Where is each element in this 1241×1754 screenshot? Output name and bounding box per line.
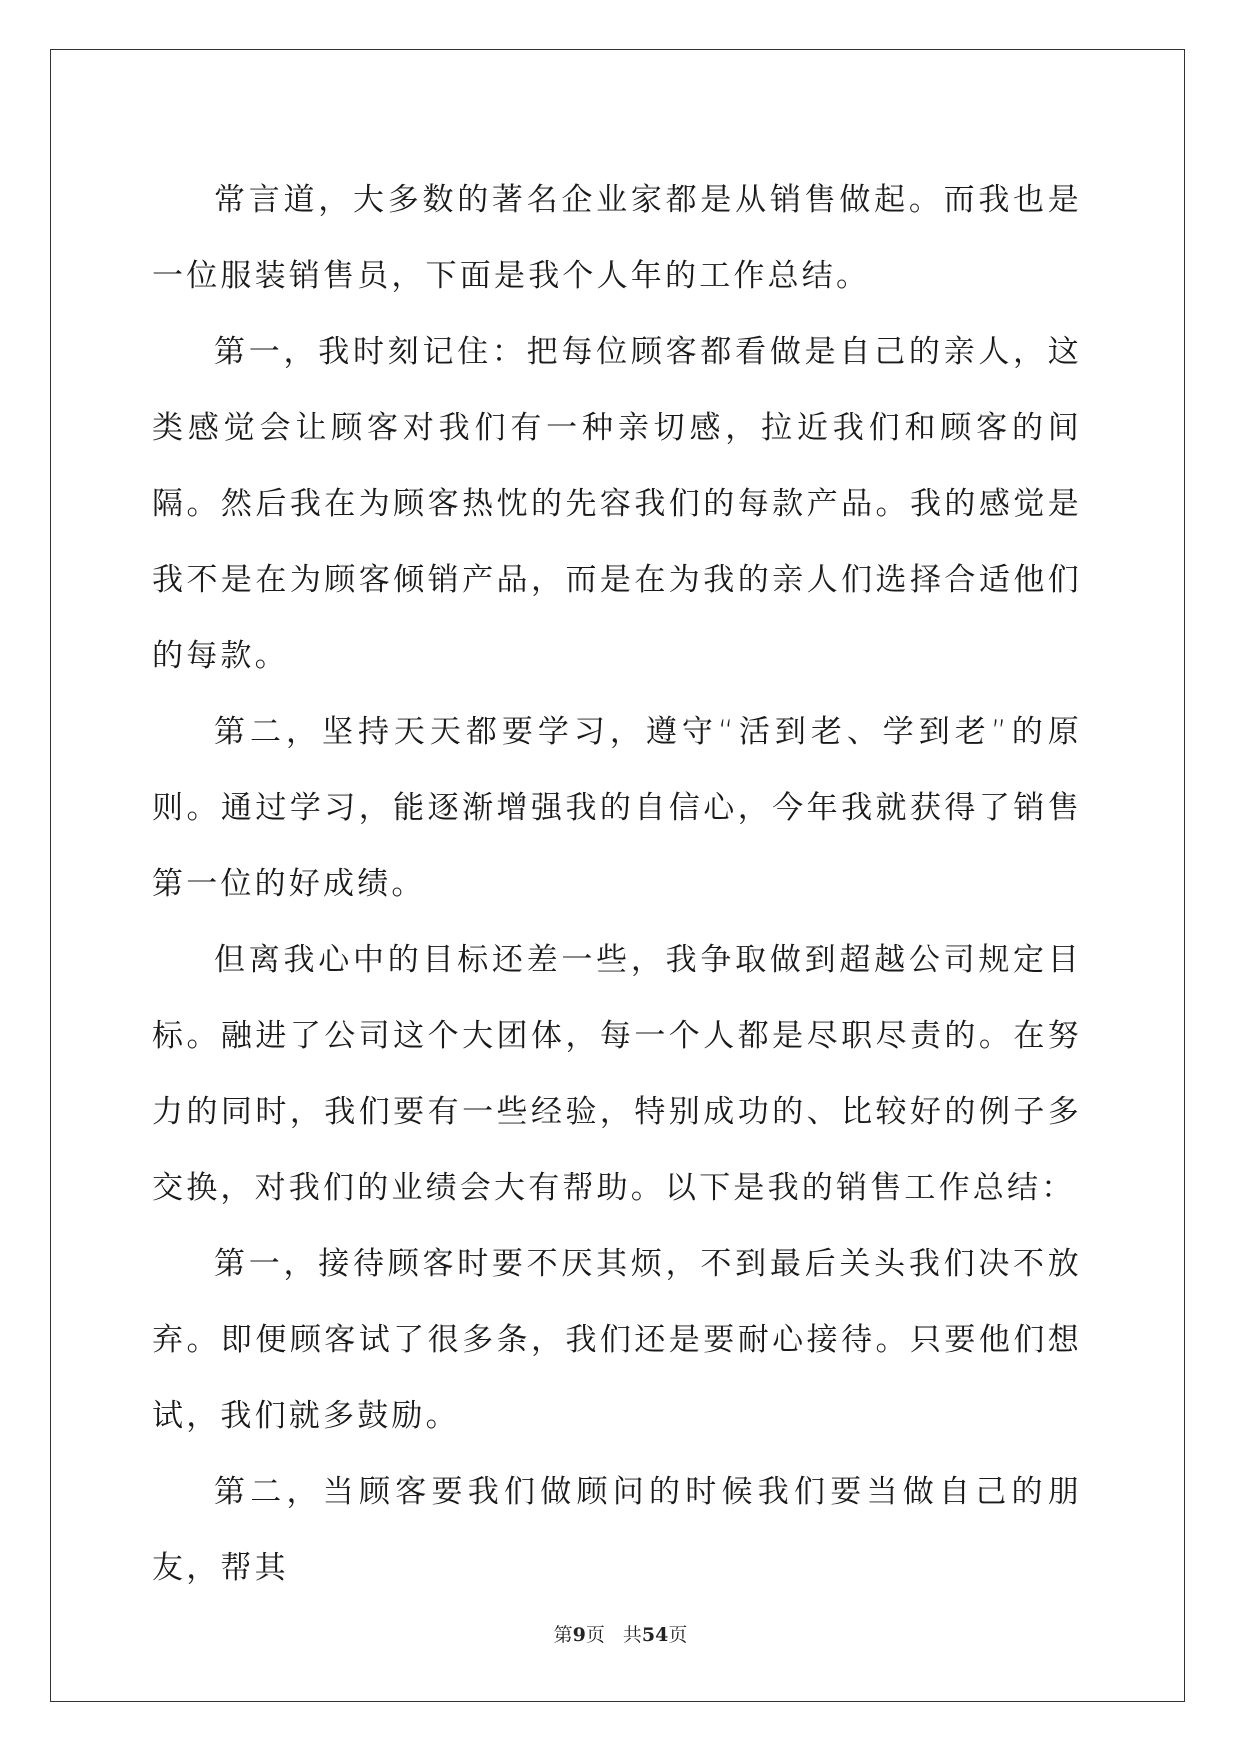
paragraph-first-point: 第一，我时刻记住：把每位顾客都看做是自己的亲人，这类感觉会让顾客对我们有一种亲切感，拉近我们和顾客的间隔。然后我在为顾客热忱的先容我们的每款产品。我的感觉是我不是在为顾客倾销产品，而是在为我的亲人们选择合适他们的每款。 bbox=[152, 334, 1082, 674]
document-body bbox=[152, 162, 1082, 1606]
paragraph-goal: 但离我心中的目标还差一些，我争取做到超越公司规定目标。融进了公司这个大团体，每一个人都是尽职尽责的。在努力的同时，我们要有一些经验，特别成功的、比较好的例子多交换，对我们的业绩会大有帮助。以下是我的销售工作总结： bbox=[152, 942, 1082, 1206]
page-prefix: 第 bbox=[553, 1624, 573, 1646]
page-footer bbox=[0, 1620, 1241, 1647]
paragraph-summary-first: 第一，接待顾客时要不厌其烦，不到最后关头我们决不放弃。即便顾客试了很多条，我们还是要耐心接待。只要他们想试，我们就多鼓励。 bbox=[152, 1246, 1082, 1434]
page-number: 9 bbox=[572, 1624, 586, 1646]
page-suffix: 页 bbox=[585, 1624, 605, 1646]
total-pages: 54 bbox=[641, 1624, 669, 1646]
paragraph-intro: 常言道，大多数的著名企业家都是从销售做起。而我也是一位服装销售员，下面是我个人年的工作总结。 bbox=[152, 182, 1082, 294]
paragraph-summary-second: 第二，当顾客要我们做顾问的时候我们要当做自己的朋友，帮其 bbox=[152, 1474, 1082, 1586]
total-suffix: 页 bbox=[668, 1624, 688, 1646]
paragraph-second-point: 第二，坚持天天都要学习，遵守“活到老、学到老”的原则。通过学习，能逐渐增强我的自信心，今年我就获得了销售第一位的好成绩。 bbox=[152, 714, 1082, 902]
total-prefix: 共 bbox=[622, 1624, 642, 1646]
